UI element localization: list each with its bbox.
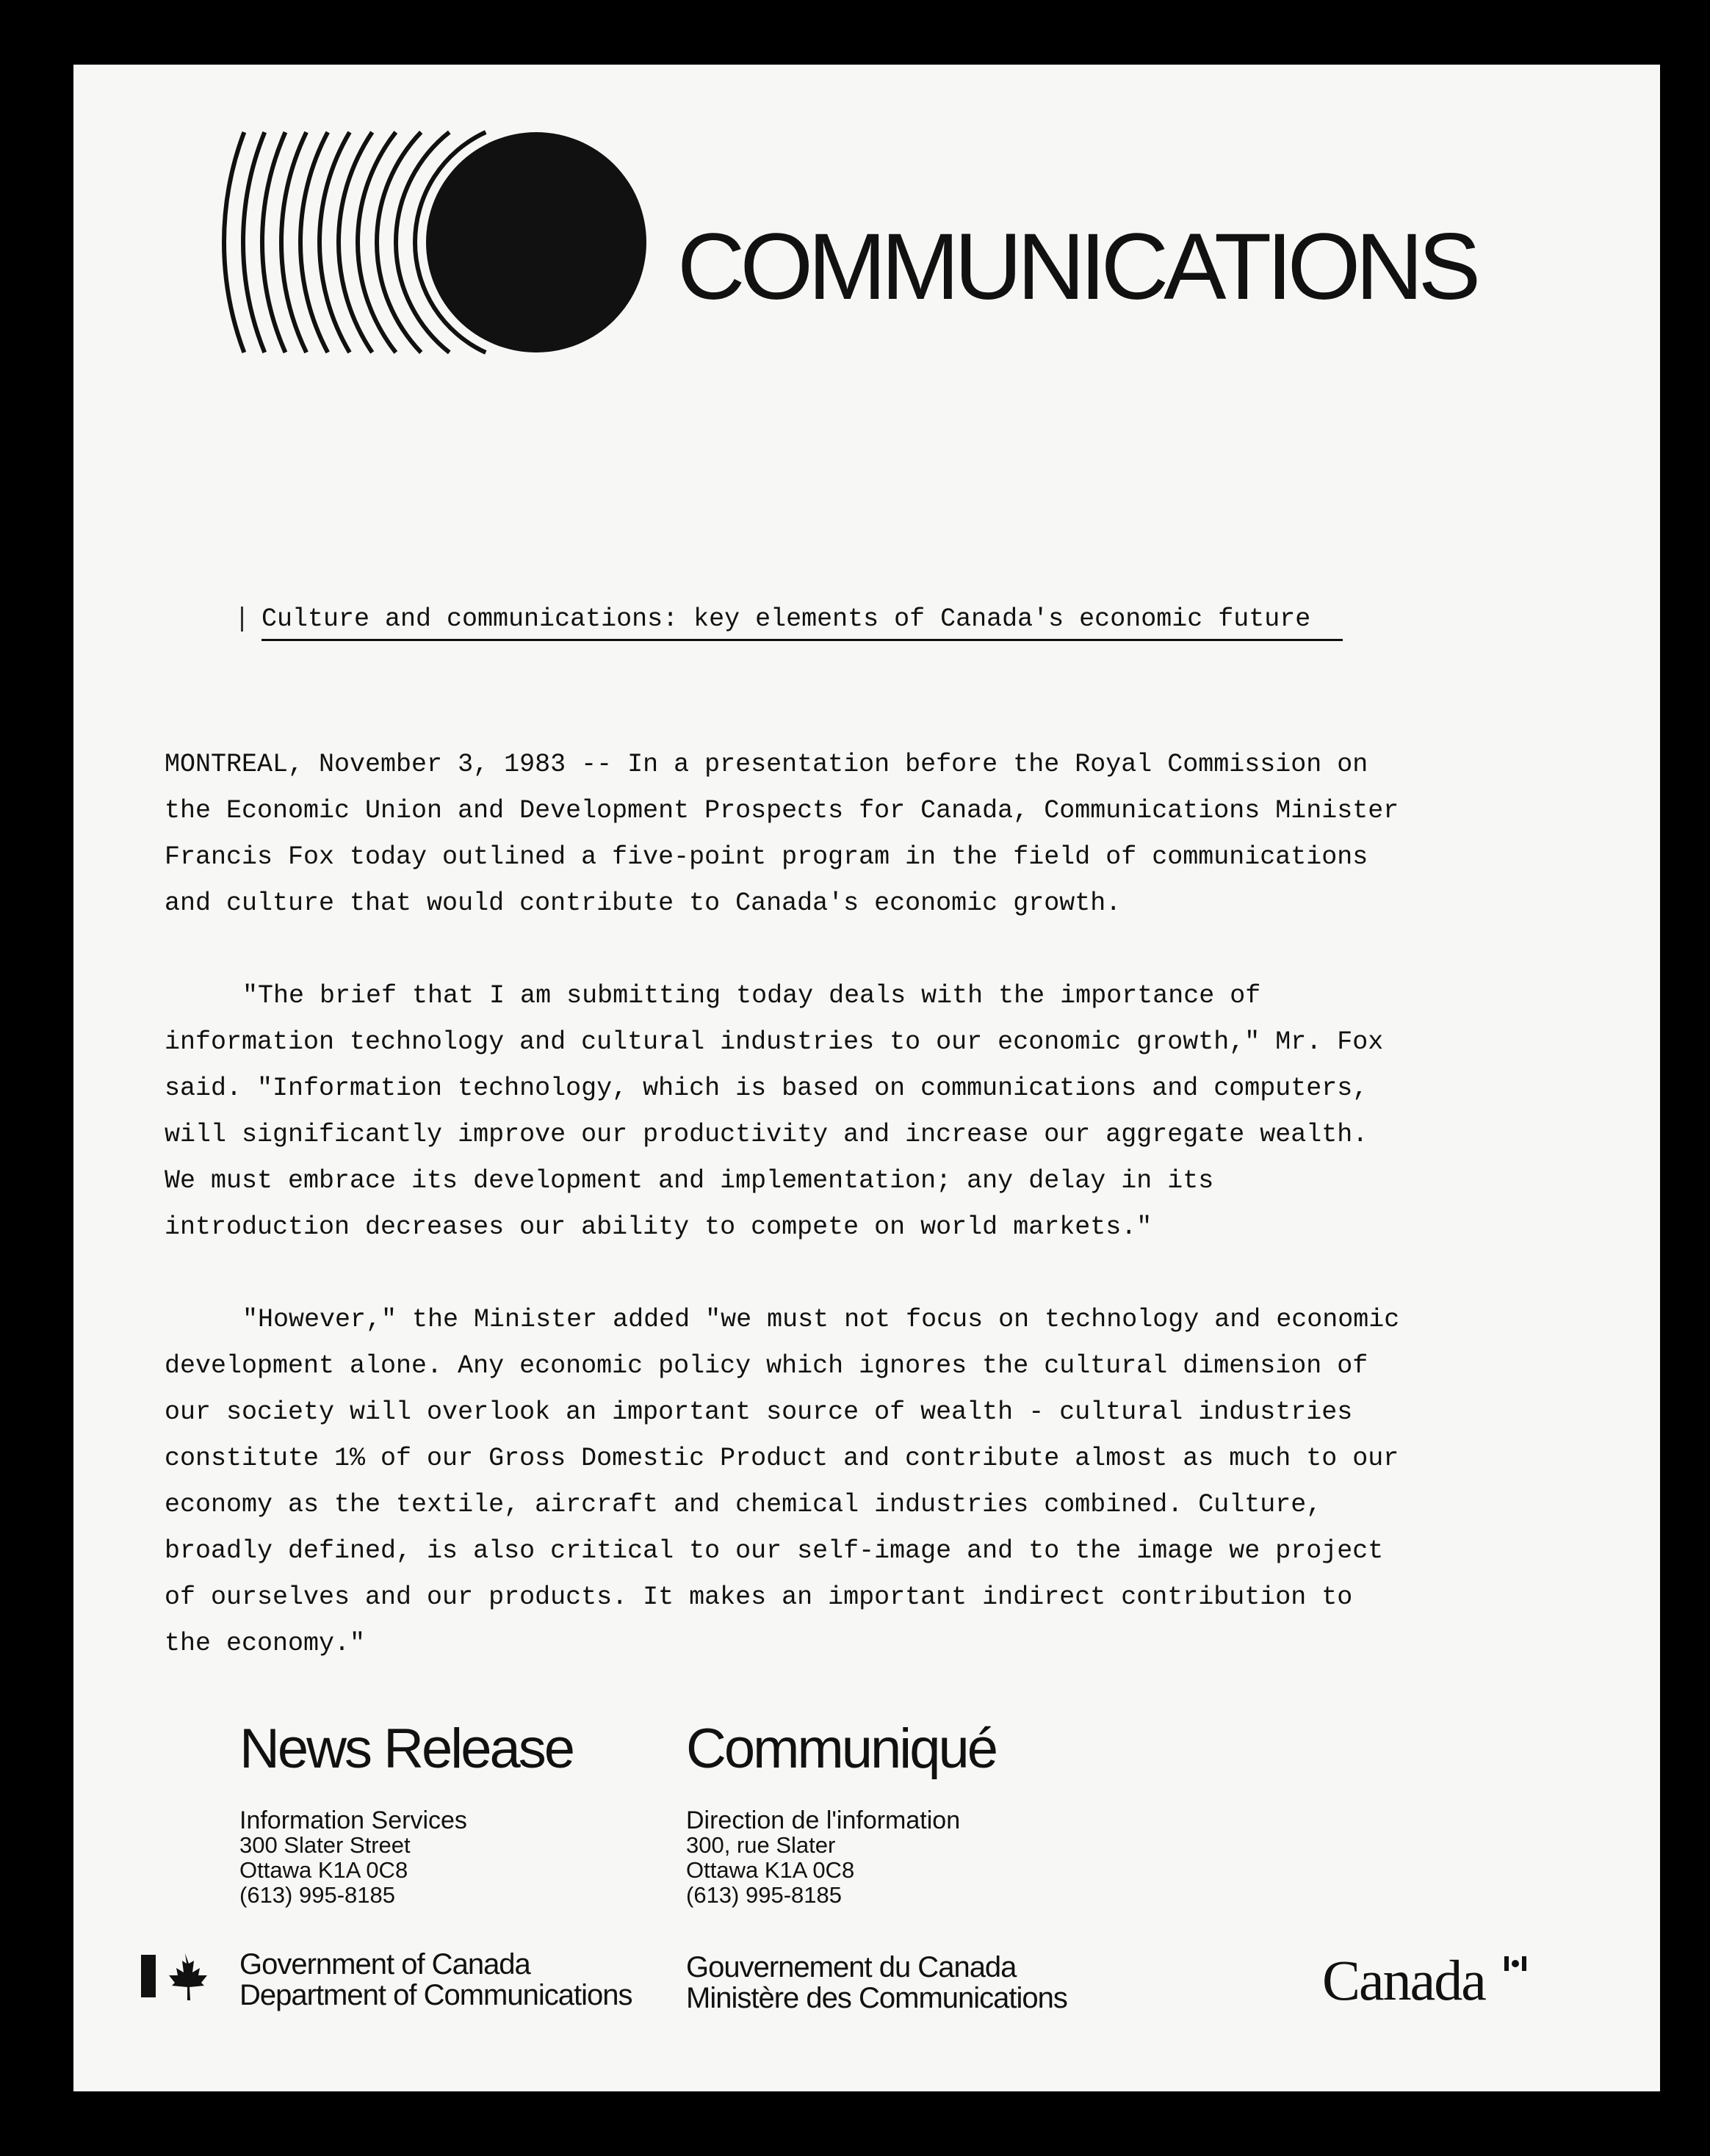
address-line: (613) 995-8185 (686, 1882, 842, 1908)
department-line: Ministère des Communications (686, 1982, 1067, 2014)
body-line: MONTREAL, November 3, 1983 -- In a presentation before the Royal Commission on (165, 750, 1368, 779)
body-line: broadly defined, is also critical to our self-image and to the image we project (165, 1536, 1384, 1566)
body-line: development alone. Any economic policy which ignores the cultural dimension of (165, 1351, 1368, 1381)
body-line: will significantly improve our productivity and increase our aggregate wealth. (165, 1120, 1368, 1149)
address-line: Direction de l'information (686, 1806, 961, 1834)
address-line: (613) 995-8185 (239, 1882, 395, 1908)
address-line: 300, rue Slater (686, 1832, 836, 1858)
body-line: and culture that would contribute to Canada's economic growth. (165, 889, 1122, 918)
logo-stripe (300, 132, 328, 352)
communique-title: Communiqué (686, 1718, 996, 1780)
body-line: constitute 1% of our Gross Domestic Product and contribute almost as much to our (165, 1444, 1399, 1473)
masthead-title: COMMUNICATIONS (677, 214, 1476, 319)
paragraph (165, 742, 1465, 927)
communications-logo-icon (163, 125, 648, 360)
body-line: Francis Fox today outlined a five-point program in the field of communications (165, 842, 1368, 872)
government-line: Gouvernement du Canada (686, 1951, 1017, 1983)
article-body (165, 742, 1465, 1713)
body-line: "The brief that I am submitting today deals with the importance of (242, 981, 1261, 1010)
body-line: "However," the Minister added "we must not focus on technology and economic (242, 1305, 1400, 1334)
body-line: the economy." (165, 1629, 366, 1658)
paragraph (165, 1297, 1465, 1667)
body-line: introduction decreases our ability to compete on world markets." (165, 1212, 1152, 1242)
footer-english (239, 1718, 573, 1908)
address-line: 300 Slater Street (239, 1832, 411, 1858)
logo-stripe (320, 132, 350, 352)
body-line: economy as the textile, aircraft and chemical industries combined. Culture, (165, 1490, 1322, 1519)
wordmark-flag-icon (1504, 1956, 1526, 1971)
footer-french (686, 1718, 996, 1908)
news-release-title: News Release (239, 1718, 573, 1780)
paragraph (165, 973, 1465, 1251)
body-line: of ourselves and our products. It makes an important indirect contribution to (165, 1582, 1353, 1612)
address-block (686, 1808, 996, 1908)
body-line: said. "Information technology, which is based on communications and computers, (165, 1074, 1368, 1103)
address-line: Ottawa K1A 0C8 (686, 1857, 855, 1883)
government-signature-french (686, 1952, 1067, 2014)
body-line: information technology and cultural industries to our economic growth," Mr. Fox (165, 1027, 1384, 1057)
body-line: our society will overlook an important source of wealth - cultural industries (165, 1397, 1353, 1427)
logo-stripe (339, 132, 372, 352)
body-line: the Economic Union and Development Prospects for Canada, Communications Minister (165, 796, 1399, 825)
department-line: Department of Communications (239, 1979, 632, 2011)
government-signature-english (239, 1949, 632, 2011)
canada-wordmark: Canada (1322, 1948, 1485, 2012)
headline: Culture and communications: key elements of Canada's economic future (261, 604, 1343, 641)
government-line: Government of Canada (239, 1948, 530, 1980)
address-line: Ottawa K1A 0C8 (239, 1857, 408, 1883)
address-block (239, 1808, 573, 1908)
body-line: We must embrace its development and implementation; any delay in its (165, 1166, 1214, 1195)
address-line: Information Services (239, 1806, 467, 1834)
headline-margin-mark (241, 607, 243, 632)
canada-flag-icon (141, 1947, 214, 2006)
